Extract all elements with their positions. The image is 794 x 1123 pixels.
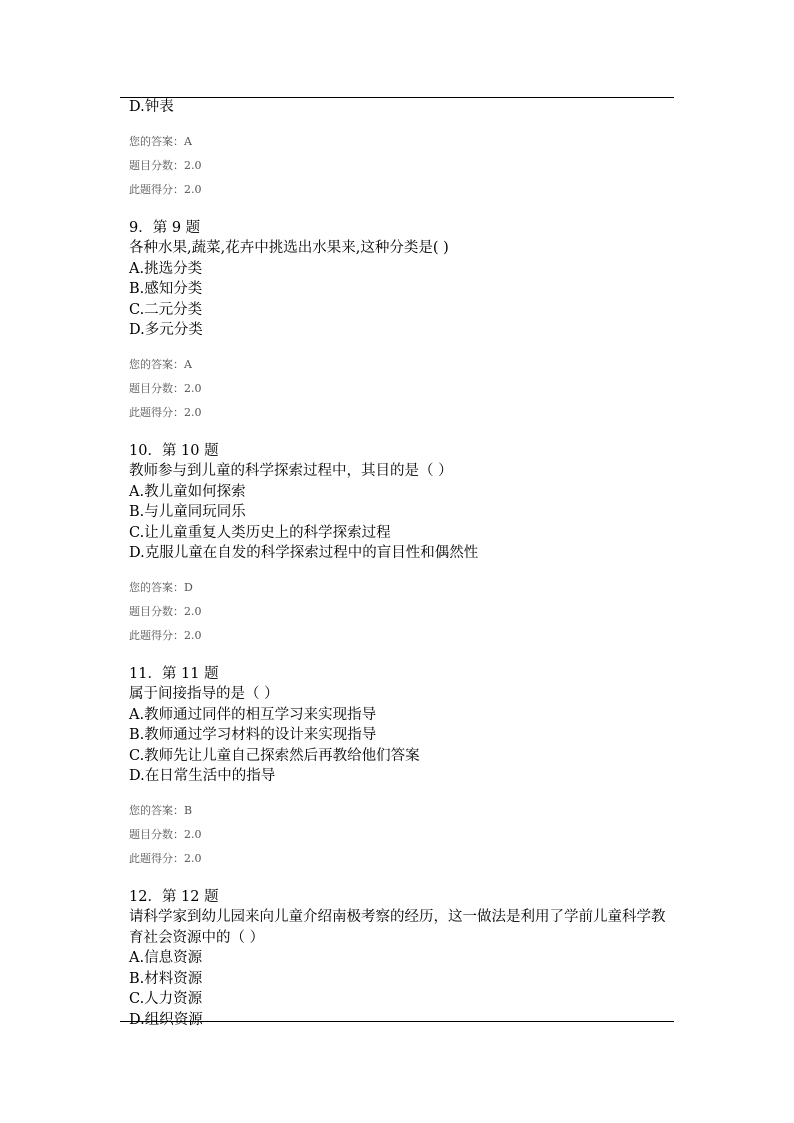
option-a: A.信息资源 <box>129 950 203 966</box>
option-d: D.克服儿童在自发的科学探索过程中的盲目性和偶然性 <box>129 545 479 561</box>
question-stem: 属于间接指导的是（ ） <box>129 686 279 702</box>
option-a: A.教儿童如何探索 <box>129 483 246 500</box>
question-10 <box>129 441 674 642</box>
your-answer: 您的答案：A <box>129 134 192 148</box>
earned-score: 此题得分：2.0 <box>129 628 202 642</box>
option-c: C.让儿童重复人类历史上的科学探索过程 <box>129 524 391 541</box>
page-content <box>129 97 674 1030</box>
question-heading: 10．第 10 题 <box>129 442 219 459</box>
question-11 <box>129 664 674 865</box>
question-score: 题目分数：2.0 <box>129 158 202 172</box>
your-answer: 您的答案：D <box>129 580 193 594</box>
earned-score: 此题得分：2.0 <box>129 851 202 865</box>
option-b: B.与儿童同玩同乐 <box>129 504 246 520</box>
option-b: B.教师通过学习材料的设计来实现指导 <box>129 727 377 743</box>
option-b: B.材料资源 <box>129 970 203 987</box>
question-score: 题目分数：2.0 <box>129 381 202 395</box>
question-heading: 11．第 11 题 <box>129 665 219 682</box>
option-d: D.在日常生活中的指导 <box>129 768 276 784</box>
previous-question-tail <box>129 97 674 196</box>
question-heading: 12．第 12 题 <box>129 888 219 905</box>
option-d: D.组织资源 <box>129 1011 203 1028</box>
option-b: B.感知分类 <box>129 281 203 297</box>
question-stem: 各种水果,蔬菜,花卉中挑选出水果来,这种分类是( ) <box>129 240 449 256</box>
option-d: D.钟表 <box>129 99 174 115</box>
option-c: C.教师先让儿童自己探索然后再教给他们答案 <box>129 747 420 764</box>
option-d: D.多元分类 <box>129 322 203 338</box>
your-answer: 您的答案：B <box>129 803 193 817</box>
question-stem: 请科学家到幼儿园来向儿童介绍南极考察的经历，这一做法是利用了学前儿童科学教育社会资源中的（ ） <box>129 909 666 946</box>
question-heading: 9．第 9 题 <box>129 219 201 236</box>
your-answer: 您的答案：A <box>129 357 192 371</box>
earned-score: 此题得分：2.0 <box>129 405 202 419</box>
option-a: A.教师通过同伴的相互学习来实现指导 <box>129 706 377 723</box>
question-9 <box>129 218 674 419</box>
earned-score: 此题得分：2.0 <box>129 182 202 196</box>
question-stem: 教师参与到儿童的科学探索过程中，其目的是（ ） <box>129 463 453 479</box>
question-12 <box>129 887 674 1031</box>
option-c: C.人力资源 <box>129 991 203 1007</box>
question-score: 题目分数：2.0 <box>129 604 202 618</box>
option-c: C.二元分类 <box>129 301 203 318</box>
option-a: A.挑选分类 <box>129 260 203 277</box>
question-score: 题目分数：2.0 <box>129 827 202 841</box>
